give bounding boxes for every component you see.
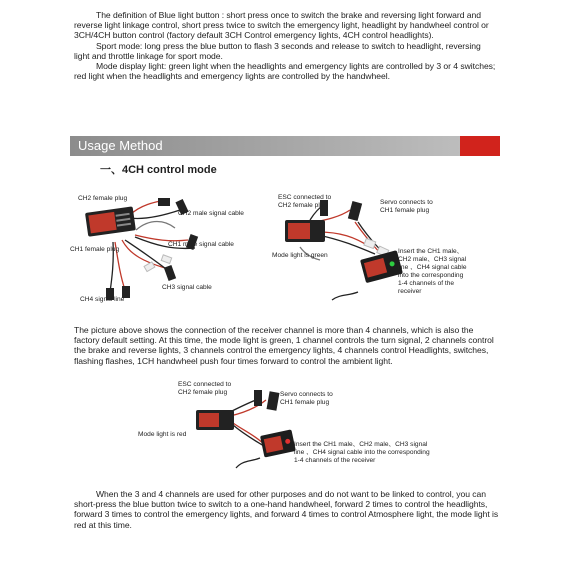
banner-accent: [460, 136, 500, 156]
diagram2-insert-line1: Insert the CH1 male、: [398, 248, 464, 255]
intro-text: [74, 10, 498, 81]
diagram3-esc-line1: ESC connected to: [178, 381, 232, 388]
diagram2-servo-line2: CH1 female plug: [380, 207, 430, 214]
servo-plug-3: [267, 391, 280, 410]
diagram2-servo-line1: Servo connects to: [380, 199, 433, 206]
diagram3-insert-line2: line 、CH4 signal cable into the corresponding: [294, 449, 430, 456]
diagram1-ch1-female-plug: CH1 female plug: [70, 246, 120, 253]
wiring-diagram-3: [138, 378, 478, 474]
receiver-module-3: [260, 429, 296, 457]
handwheel-explanation: [74, 489, 500, 530]
receiver-module-2: [360, 250, 403, 283]
wiring-diagram-2: [270, 192, 500, 307]
diagram1-ch2-female-plug: CH2 female plug: [78, 195, 128, 202]
sport-mode-description: Sport mode: long press the blue button to flash 3 seconds and release to switch to headlight, reversing light and throttle linkage for sport mode.: [74, 40, 481, 61]
wiring-diagram-1: [70, 180, 285, 305]
diagram2-mode-light: Mode light is green: [272, 252, 328, 259]
diagram3-servo-line2: CH1 female plug: [280, 399, 330, 406]
diagram3-insert-line1: Insert the CH1 male、CH2 male、CH3 signal: [294, 441, 428, 448]
mode-display-description: Mode display light: green light when the headlights and emergency lights are controlled by 3 or 4 switches; red light when the headlights and emergency lights are controlled by the handwheel.: [74, 61, 496, 82]
diagram2-insert-line2: CH2 male、CH3 signal: [398, 256, 467, 263]
esc-plug-3: [254, 390, 262, 406]
diagram2-esc-line1: ESC connected to: [278, 194, 332, 201]
ch2-plug: [158, 198, 170, 206]
diagram3-esc-line2: CH2 female plug: [178, 389, 228, 396]
usage-method-banner: [70, 136, 500, 156]
esc-module: [85, 206, 136, 236]
diagram2-insert-line4: into the corresponding: [398, 272, 464, 279]
diagram1-ch1-male-signal-cable: CH1 male signal cable: [168, 241, 234, 248]
diagram1-ch3-signal-cable: CH3 signal cable: [162, 284, 212, 291]
section-title: 一、4CH control mode: [100, 164, 217, 176]
blue-button-definition: The definition of Blue light button : short press once to switch the brake and reversing light forward and reverse light linkage control, short press twice to switch the emergency light, headlight by handwheel control or 3CH/4CH button control (factory default 3CH Control emergency lights, 4CH control headlights).: [74, 10, 489, 41]
channel-explanation: [74, 325, 500, 366]
usage-method-title: Usage Method: [78, 138, 163, 153]
channel-explanation-text: The picture above shows the connection of the receiver channel is more than 4 channels, which is also the factory default setting. At this time, the mode light is green, 1 channel controls the turn signal, 2 channels control the brake and reverse lights, 3 channels control the emergency lights, 4 channels control Headlights, switches, flashing flashes, 1CH handwheel push four times forward to control the ambient light.: [74, 325, 494, 366]
diagram1-ch4-signal-line: CH4 signal line: [80, 296, 125, 303]
diagram3-mode-light: Mode light is red: [138, 431, 187, 438]
servo-plug-2: [348, 201, 362, 221]
diagram1-ch2-male-signal-cable: CH2 male signal cable: [178, 210, 244, 217]
diagram3-insert-line3: 1-4 channels of the receiver: [294, 457, 376, 464]
ch1-plug: [164, 265, 176, 281]
diagram2-insert-line3: line 、CH4 signal cable: [398, 264, 467, 271]
diagram3-servo-line1: Servo connects to: [280, 391, 333, 398]
diagram2-esc-line2: CH2 female plug: [278, 202, 328, 209]
diagram2-insert-line5: 1-4 channels of the: [398, 280, 455, 287]
diagram2-insert-line6: receiver: [398, 288, 422, 295]
handwheel-explanation-text: When the 3 and 4 channels are used for other purposes and do not want to be linked to control, you can short-press the blue button twice to switch to a one-hand handwheel, forward 2 times to control the headlights, forward 3 times to control the emergency lights, and forward 4 times to control Atmosphere light, the mode light is red at this time.: [74, 489, 499, 530]
esc-module-2: [285, 220, 325, 242]
esc-module-3: [196, 410, 234, 430]
